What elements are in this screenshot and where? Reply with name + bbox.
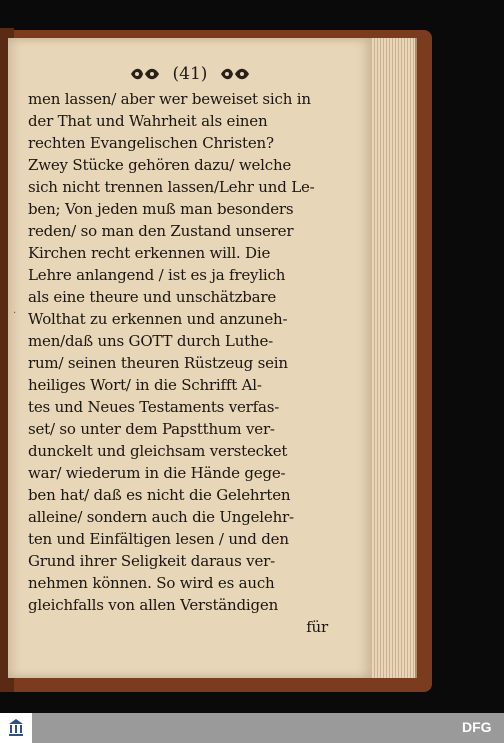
text-line: Lehre anlangend / ist es ja freylich bbox=[28, 266, 286, 284]
text-line: ten und Einfältigen lesen / und den bbox=[28, 530, 289, 548]
ornament-right-icon bbox=[219, 66, 251, 82]
text-line: men lassen/ aber wer beweiset sich in bbox=[28, 90, 311, 108]
text-line: ben hat/ daß es nicht die Gelehrten bbox=[28, 486, 291, 504]
text-line: tes und Neues Testaments verfas- bbox=[28, 398, 280, 416]
book-page bbox=[8, 38, 372, 678]
text-line: men/daß uns GOTT durch Luthe- bbox=[28, 332, 273, 350]
text-line: als eine theure und unschätzbare bbox=[28, 288, 277, 306]
text-line: rechten Evangelischen Christen? bbox=[28, 134, 274, 152]
text-line: Grund ihrer Seligkeit daraus ver- bbox=[28, 552, 275, 570]
text-line: heiliges Wort/ in die Schrifft Al- bbox=[28, 376, 262, 394]
text-line: gleichfalls von allen Verständigen bbox=[28, 596, 279, 614]
text-line: Kirchen recht erkennen will. Die bbox=[28, 244, 271, 262]
ornament-left-icon bbox=[129, 66, 161, 82]
text-line: reden/ so man den Zustand unserer bbox=[28, 222, 294, 240]
library-logo-icon[interactable] bbox=[0, 713, 32, 743]
text-line: sich nicht trennen lassen/Lehr und Le- bbox=[28, 178, 315, 196]
text-line: ben; Von jeden muß man besonders bbox=[28, 200, 294, 218]
text-line: Zwey Stücke gehören dazu/ welche bbox=[28, 156, 292, 174]
text-line: Wolthat zu erkennen und anzuneh- bbox=[28, 310, 288, 328]
text-line: der That und Wahrheit als einen bbox=[28, 112, 268, 130]
body-text bbox=[28, 88, 328, 638]
catchword: für bbox=[306, 618, 328, 636]
margin-mark: · bbox=[13, 308, 17, 319]
library-building-icon bbox=[8, 718, 24, 738]
text-line: nehmen können. So wird es auch bbox=[28, 574, 275, 592]
page-number: (41) bbox=[172, 63, 208, 84]
text-line: war/ wiederum in die Hände gege- bbox=[28, 464, 286, 482]
viewer-footer-bar bbox=[0, 713, 504, 743]
text-line: set/ so unter dem Papstthum ver- bbox=[28, 420, 275, 438]
text-line: rum/ seinen theuren Rüstzeug sein bbox=[28, 354, 288, 372]
text-line: alleine/ sondern auch die Ungelehr- bbox=[28, 508, 294, 526]
page-header bbox=[8, 62, 372, 84]
text-line: dunckelt und gleichsam verstecket bbox=[28, 442, 288, 460]
dfg-logo[interactable]: DFG bbox=[462, 719, 492, 735]
